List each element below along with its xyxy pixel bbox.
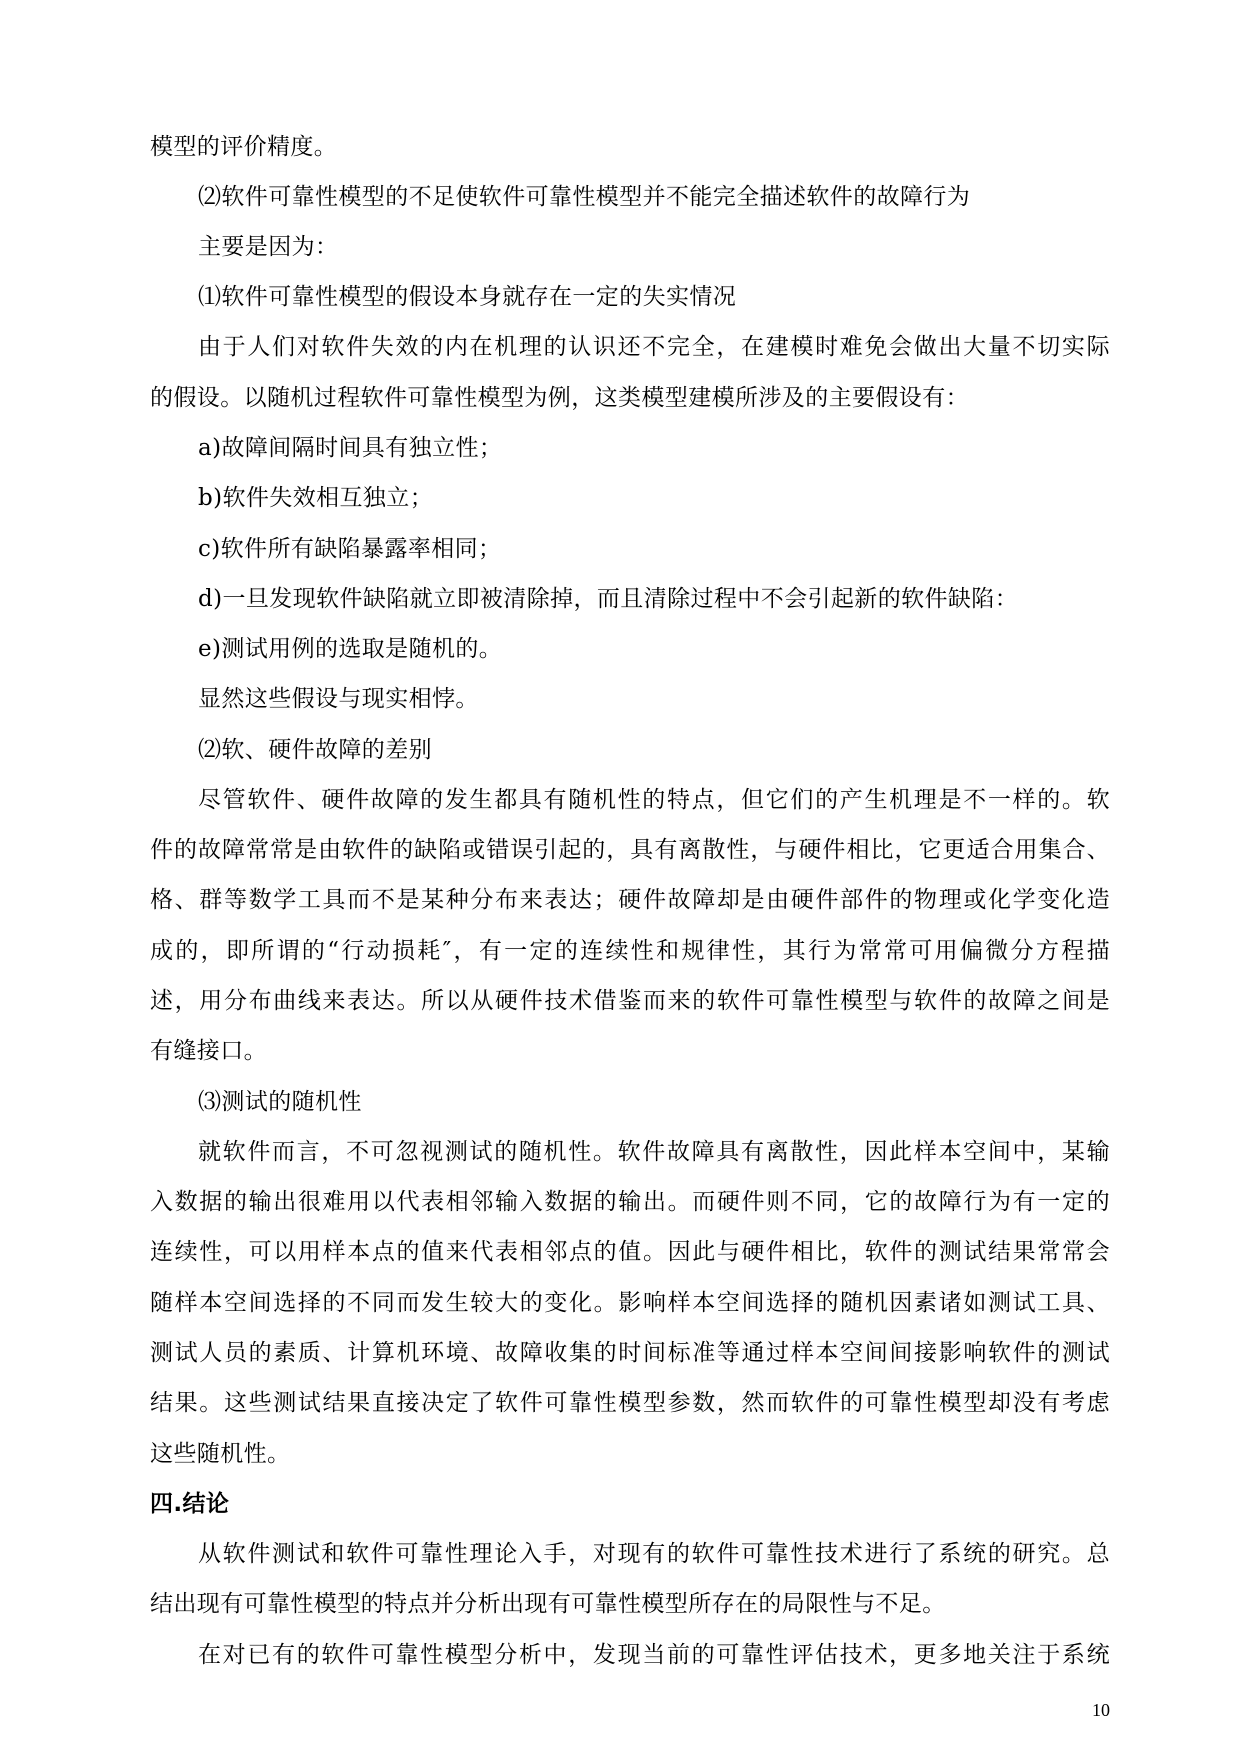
paragraph-line: 就软件而言，不可忽视测试的随机性。软件故障具有离散性，因此样本空间中，某输: [198, 1139, 1110, 1165]
paragraph-line: 尽管软件、硬件故障的发生都具有随机性的特点，但它们的产生机理是不一样的。软: [198, 787, 1110, 813]
paragraph-line: 格、群等数学工具而不是某种分布来表达；硬件故障却是由硬件部件的物理或化学变化造: [150, 887, 1110, 913]
paragraph-line: 随样本空间选择的不同而发生较大的变化。影响样本空间选择的随机因素诸如测试工具、: [150, 1290, 1110, 1316]
list-item: e)测试用例的选取是随机的。: [198, 636, 503, 662]
paragraph-line: 这些随机性。: [150, 1441, 291, 1467]
list-item: b)软件失效相互独立；: [198, 485, 434, 511]
paragraph-line: 结果。这些测试结果直接决定了软件可靠性模型参数，然而软件的可靠性模型却没有考虑: [150, 1390, 1110, 1416]
paragraph-line: 模型的评价精度。: [150, 134, 338, 160]
paragraph-line: 测试人员的素质、计算机环境、故障收集的时间标准等通过样本空间间接影响软件的测试: [150, 1340, 1110, 1366]
paragraph-line: 在对已有的软件可靠性模型分析中，发现当前的可靠性评估技术，更多地关注于系统: [198, 1642, 1110, 1668]
list-item: c)软件所有缺陷暴露率相同；: [198, 536, 502, 562]
section-heading: 四.结论: [150, 1491, 230, 1517]
list-item: d)一旦发现软件缺陷就立即被清除掉，而且清除过程中不会引起新的软件缺陷：: [198, 586, 1019, 612]
paragraph-line: 的假设。以随机过程软件可靠性模型为例，这类模型建模所涉及的主要假设有：: [150, 385, 969, 411]
page-number: 10: [1092, 1700, 1110, 1720]
paragraph-line: 主要是因为：: [198, 234, 339, 260]
list-item: a)故障间隔时间具有独立性；: [198, 435, 503, 461]
paragraph-line: 由于人们对软件失效的内在机理的认识还不完全，在建模时难免会做出大量不切实际: [198, 334, 1110, 360]
paragraph-line: 述，用分布曲线来表达。所以从硬件技术借鉴而来的软件可靠性模型与软件的故障之间是: [150, 988, 1110, 1014]
paragraph-line: 显然这些假设与现实相悖。: [198, 686, 479, 712]
subheading: ⑶测试的随机性: [198, 1089, 362, 1115]
subheading: ⑵软、硬件故障的差别: [198, 737, 432, 763]
paragraph-line: 件的故障常常是由软件的缺陷或错误引起的，具有离散性，与硬件相比，它更适合用集合、: [150, 837, 1110, 863]
paragraph-line: 结出现有可靠性模型的特点并分析出现有可靠性模型所存在的局限性与不足。: [150, 1591, 946, 1617]
paragraph-line: 入数据的输出很难用以代表相邻输入数据的输出。而硬件则不同，它的故障行为有一定的: [150, 1189, 1110, 1215]
paragraph-line: ⑴软件可靠性模型的假设本身就存在一定的失实情况: [198, 284, 737, 310]
paragraph-line: 连续性，可以用样本点的值来代表相邻点的值。因此与硬件相比，软件的测试结果常常会: [150, 1239, 1110, 1265]
paragraph-line: 从软件测试和软件可靠性理论入手，对现有的软件可靠性技术进行了系统的研究。总: [198, 1541, 1110, 1567]
paragraph-line: ⑵软件可靠性模型的不足使软件可靠性模型并不能完全描述软件的故障行为: [198, 184, 971, 210]
paragraph-line: 成的，即所谓的“行动损耗″，有一定的连续性和规律性，其行为常常可用偏微分方程描: [150, 938, 1110, 964]
paragraph-line: 有缝接口。: [150, 1038, 267, 1064]
